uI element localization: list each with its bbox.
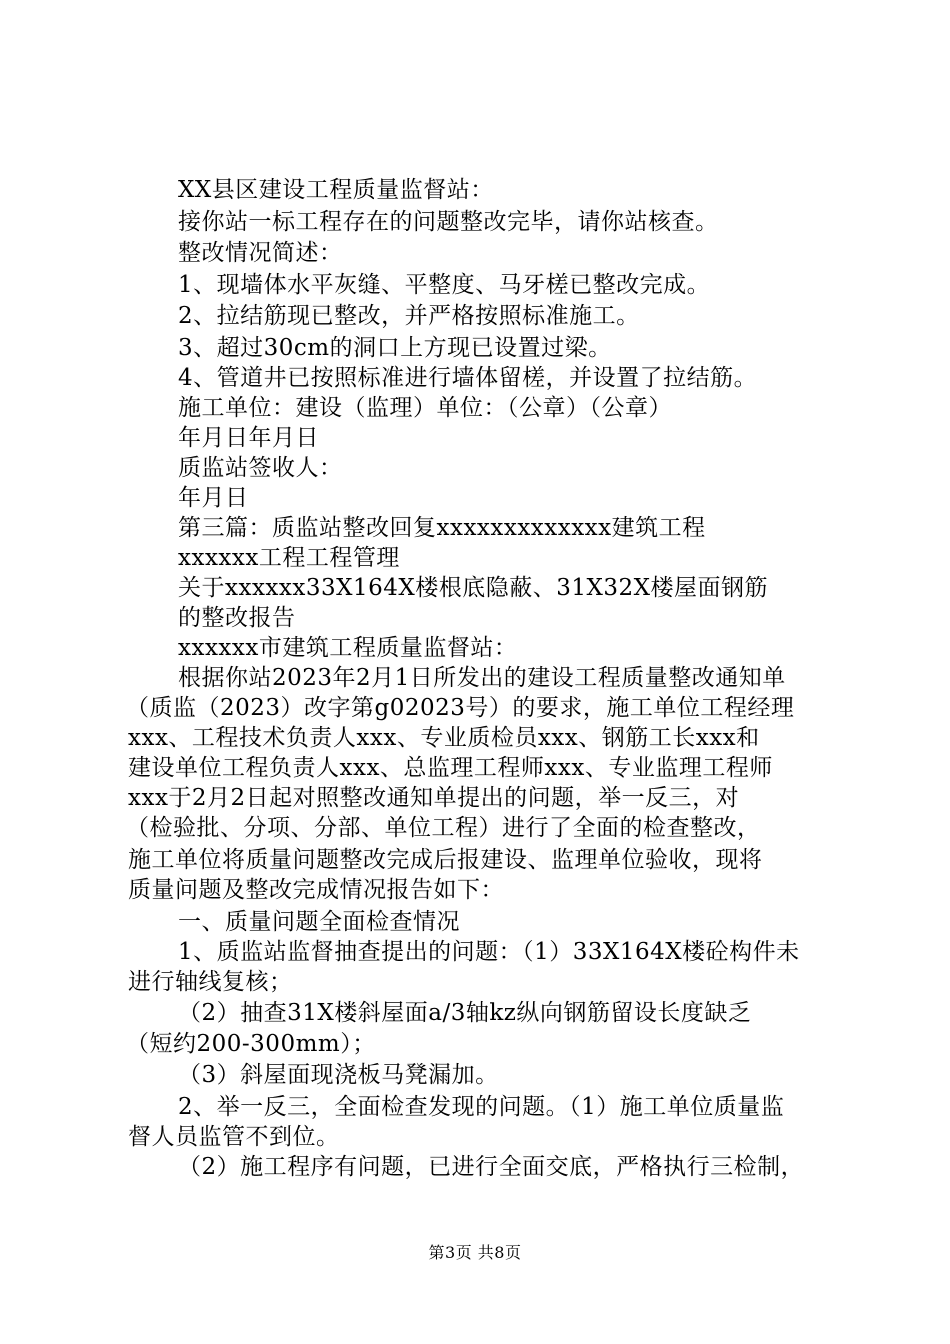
text-line-16: xxxxxx市建筑工程质量监督站：	[178, 635, 518, 661]
text-line-33: （2）施工程序有问题，已进行全面交底，严格执行三检制，	[178, 1154, 805, 1180]
text-line-27: 进行轴线复核；	[128, 969, 293, 995]
text-line-13: xxxxxx工程工程管理	[178, 545, 400, 571]
text-line-3: 整改情况简述：	[178, 240, 343, 266]
text-line-30: （3）斜屋面现浇板马凳漏加。	[178, 1062, 499, 1088]
text-line-2: 接你站一标工程存在的问题整改完毕，请你站核查。	[178, 209, 719, 235]
text-line-11: 年月日	[178, 485, 249, 511]
text-line-19: xxx、工程技术负责人xxx、专业质检员xxx、钢筋工长xxx和	[128, 725, 760, 751]
text-line-1: XX县区建设工程质量监督站：	[178, 177, 494, 203]
text-line-6: 3、超过30cm的洞口上方现已设置过梁。	[178, 335, 612, 361]
text-line-17: 根据你站2023年2月1日所发出的建设工程质量整改通知单	[178, 665, 786, 691]
text-line-18: （质监（2023）改字第g02023号）的要求，施工单位工程经理	[126, 695, 795, 721]
text-line-20: 建设单位工程负责人xxx、总监理工程师xxx、专业监理工程师	[128, 755, 773, 781]
text-line-10: 质监站签收人：	[178, 455, 343, 481]
text-line-4: 1、现墙体水平灰缝、平整度、马牙槎已整改完成。	[178, 272, 711, 298]
text-line-24: 质量问题及整改完成情况报告如下：	[128, 877, 504, 903]
text-line-7: 4、管道井已按照标准进行墙体留槎，并设置了拉结筋。	[178, 365, 758, 391]
text-line-32: 督人员监管不到位。	[128, 1124, 340, 1150]
text-line-21: xxx于2月2日起对照整改通知单提出的问题，举一反三，对	[128, 785, 740, 811]
text-line-29: （短约200-300mm）；	[126, 1031, 376, 1057]
text-line-25: 一、质量问题全面检查情况	[178, 909, 460, 935]
text-line-28: （2）抽查31X楼斜屋面a/3轴kz纵向钢筋留设长度缺乏	[178, 1000, 752, 1026]
text-line-23: 施工单位将质量问题整改完成后报建设、监理单位验收，现将	[128, 847, 763, 873]
text-line-26: 1、质监站监督抽查提出的问题：（1）33X164X楼砼构件未	[178, 939, 800, 965]
text-line-14: 关于xxxxxx33X164X楼根底隐蔽、31X32X楼屋面钢筋	[178, 575, 769, 601]
page-number-footer: 第3页 共8页	[428, 1243, 522, 1262]
text-line-8: 施工单位：建设（监理）单位：（公章）（公章）	[178, 395, 672, 421]
text-line-5: 2、拉结筋现已整改，并严格按照标准施工。	[178, 303, 640, 329]
text-line-31: 2、举一反三，全面检查发现的问题。（1）施工单位质量监	[178, 1094, 785, 1120]
text-line-22: （检验批、分项、分部、单位工程）进行了全面的检查整改，	[126, 815, 761, 841]
text-line-15: 的整改报告	[178, 605, 296, 631]
text-line-9: 年月日年月日	[178, 425, 319, 451]
text-line-12: 第三篇：质监站整改回复xxxxxxxxxxxxx建筑工程	[178, 515, 706, 541]
